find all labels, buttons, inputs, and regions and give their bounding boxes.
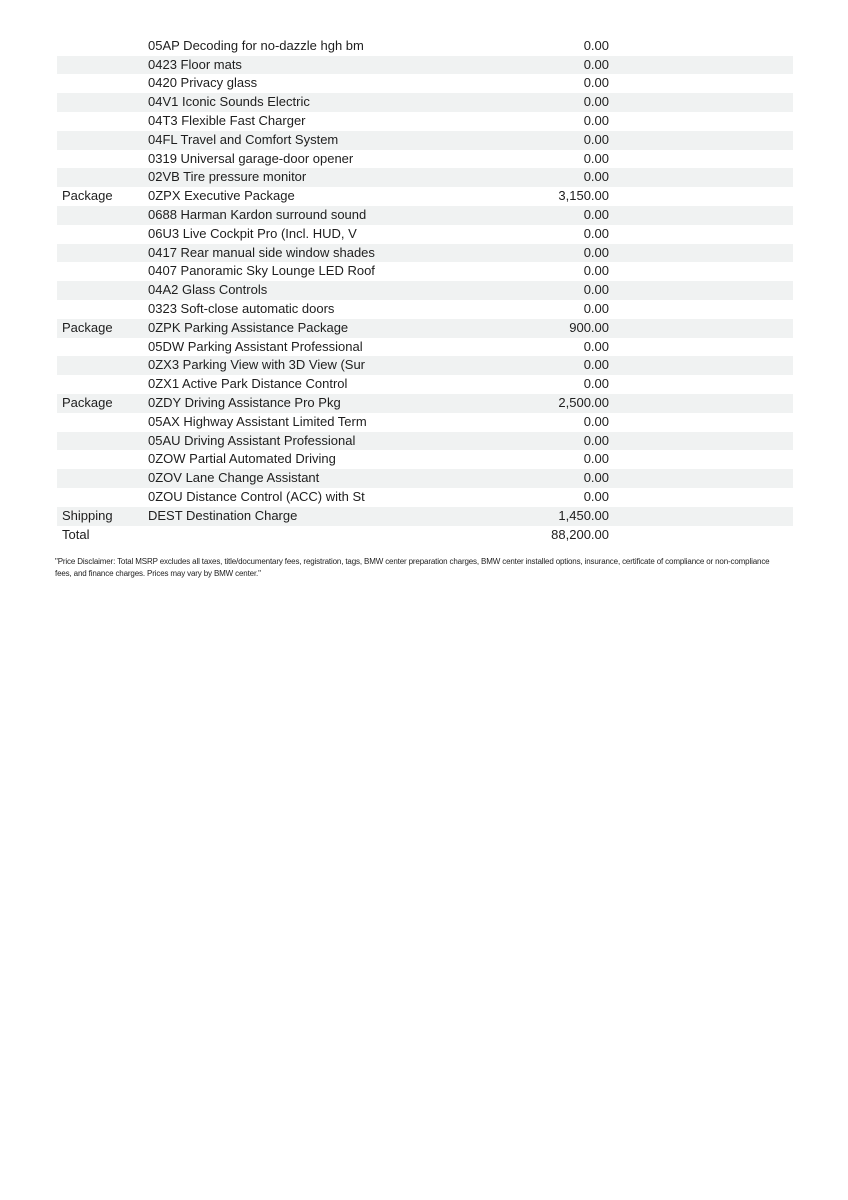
table-row: [57, 450, 793, 469]
row-price: 0.00: [583, 263, 609, 279]
table-row: [57, 225, 793, 244]
row-price: 0.00: [583, 357, 609, 373]
table-row: [57, 131, 793, 150]
row-option-description: 04V1 Iconic Sounds Electric: [148, 94, 310, 110]
row-option-description: 05DW Parking Assistant Professional: [148, 338, 363, 354]
row-price: 0.00: [583, 169, 609, 185]
row-option-description: 0ZDY Driving Assistance Pro Pkg: [148, 394, 341, 410]
row-option-description: 0ZX1 Active Park Distance Control: [148, 376, 348, 392]
table-row: [57, 375, 793, 394]
row-option-description: 04A2 Glass Controls: [148, 282, 268, 298]
table-row: [57, 187, 793, 206]
table-row: [57, 112, 793, 131]
row-option-description: 05AX Highway Assistant Limited Term: [148, 413, 367, 429]
row-price: 900.00: [569, 319, 609, 335]
row-option-description: DEST Destination Charge: [148, 507, 298, 523]
row-price: 0.00: [583, 376, 609, 392]
row-category-label: Package: [62, 394, 113, 410]
row-price: 0.00: [583, 300, 609, 316]
table-row: [57, 338, 793, 357]
table-row: [57, 93, 793, 112]
row-option-description: 0ZPX Executive Package: [148, 188, 295, 204]
row-price: 0.00: [583, 432, 609, 448]
row-option-description: 0417 Rear manual side window shades: [148, 244, 375, 260]
row-option-description: 0ZX3 Parking View with 3D View (Sur: [148, 357, 366, 373]
row-option-description: 06U3 Live Cockpit Pro (Incl. HUD, V: [148, 225, 357, 241]
table-row: [57, 469, 793, 488]
table-row: [57, 413, 793, 432]
table-row: [57, 432, 793, 451]
row-price: 0.00: [583, 150, 609, 166]
row-option-description: 0323 Soft-close automatic doors: [148, 300, 335, 316]
row-price: 0.00: [583, 488, 609, 504]
row-price: 0.00: [583, 413, 609, 429]
row-option-description: 04T3 Flexible Fast Charger: [148, 112, 306, 128]
row-option-description: 0ZOU Distance Control (ACC) with St: [148, 488, 365, 504]
row-category-label: Shipping: [62, 507, 113, 523]
row-price: 0.00: [583, 338, 609, 354]
table-row: [57, 488, 793, 507]
table-row: [57, 150, 793, 169]
row-price: 3,150.00: [558, 188, 609, 204]
row-category-label: Total: [62, 526, 90, 542]
row-option-description: 0423 Floor mats: [148, 56, 242, 72]
table-row: [57, 74, 793, 93]
table-row: [57, 300, 793, 319]
table-row: [57, 244, 793, 263]
row-price: 0.00: [583, 37, 609, 53]
row-price: 88,200.00: [551, 526, 609, 542]
table-row: [57, 262, 793, 281]
row-price: 0.00: [583, 94, 609, 110]
row-price: 0.00: [583, 206, 609, 222]
row-option-description: 02VB Tire pressure monitor: [148, 169, 307, 185]
row-option-description: 04FL Travel and Comfort System: [148, 131, 339, 147]
row-category-label: Package: [62, 188, 113, 204]
row-option-description: 0319 Universal garage-door opener: [148, 150, 354, 166]
row-option-description: 0ZOW Partial Automated Driving: [148, 451, 336, 467]
price-disclaimer-text: "Price Disclaimer: Total MSRP excludes all taxes, title/documentary fees, registration, tags, BMW center preparation charges, BMW center installed options, insurance, certificate of compliance or non-compliance fees, and finance charges. Prices may vary by BMW center.": [55, 557, 770, 578]
table-row: [57, 206, 793, 225]
table-row: [57, 56, 793, 75]
row-price: 0.00: [583, 56, 609, 72]
row-price: 0.00: [583, 282, 609, 298]
row-price: 0.00: [583, 225, 609, 241]
table-row: [57, 168, 793, 187]
table-row: [57, 507, 793, 526]
row-price: 1,450.00: [558, 507, 609, 523]
row-price: 0.00: [583, 131, 609, 147]
row-option-description: 0688 Harman Kardon surround sound: [148, 206, 367, 222]
row-option-description: 05AU Driving Assistant Professional: [148, 432, 356, 448]
row-price: 0.00: [583, 75, 609, 91]
options-price-table: [57, 37, 793, 545]
row-option-description: 05AP Decoding for no-dazzle hgh bm: [148, 37, 364, 53]
row-option-description: 0420 Privacy glass: [148, 75, 258, 91]
row-option-description: 0ZOV Lane Change Assistant: [148, 470, 320, 486]
row-price: 0.00: [583, 244, 609, 260]
row-price: 0.00: [583, 451, 609, 467]
table-row: [57, 394, 793, 413]
table-row: [57, 526, 793, 545]
row-option-description: 0407 Panoramic Sky Lounge LED Roof: [148, 263, 375, 279]
row-option-description: 0ZPK Parking Assistance Package: [148, 319, 349, 335]
row-price: 0.00: [583, 470, 609, 486]
table-row: [57, 281, 793, 300]
row-price: 2,500.00: [558, 394, 609, 410]
row-category-label: Package: [62, 319, 113, 335]
row-price: 0.00: [583, 112, 609, 128]
table-row: [57, 37, 793, 56]
table-row: [57, 319, 793, 338]
table-row: [57, 356, 793, 375]
